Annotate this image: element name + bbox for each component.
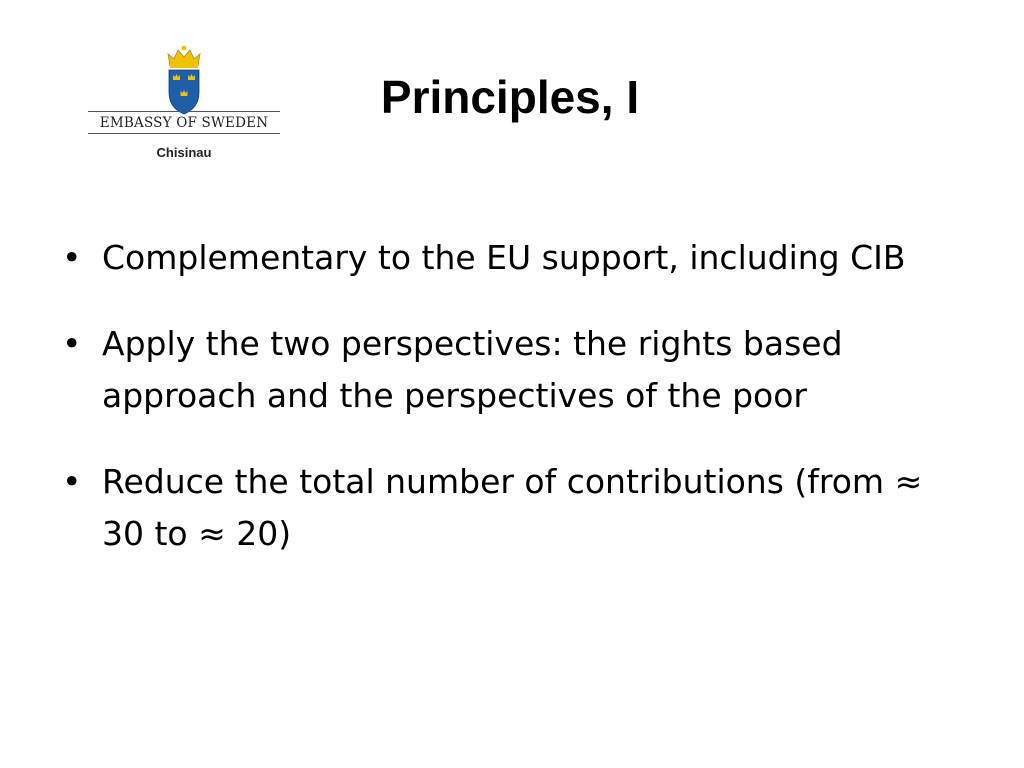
logo-wordmark: EMBASSY OF SWEDEN [99, 115, 269, 131]
bullet-item [58, 232, 958, 284]
bullet-icon: • [62, 324, 82, 363]
bullet-item [58, 456, 958, 560]
bullet-text: Reduce the total number of contributions (from ≈ 30 to ≈ 20) [102, 462, 923, 553]
bullet-text: Complementary to the EU support, including CIB [102, 238, 906, 277]
logo-divider-bottom [88, 133, 280, 134]
swedish-coat-of-arms-icon [160, 44, 208, 116]
bullet-item [58, 318, 958, 422]
bullet-text: Apply the two perspectives: the rights based approach and the perspectives of the poor [102, 324, 843, 415]
bullet-icon: • [62, 238, 82, 277]
embassy-logo [88, 44, 280, 166]
bullet-icon: • [62, 462, 82, 501]
slide-title: Principles, I [380, 71, 640, 123]
logo-divider-top [88, 111, 280, 112]
bullet-list [58, 232, 958, 594]
logo-city: Chisinau [156, 145, 212, 160]
